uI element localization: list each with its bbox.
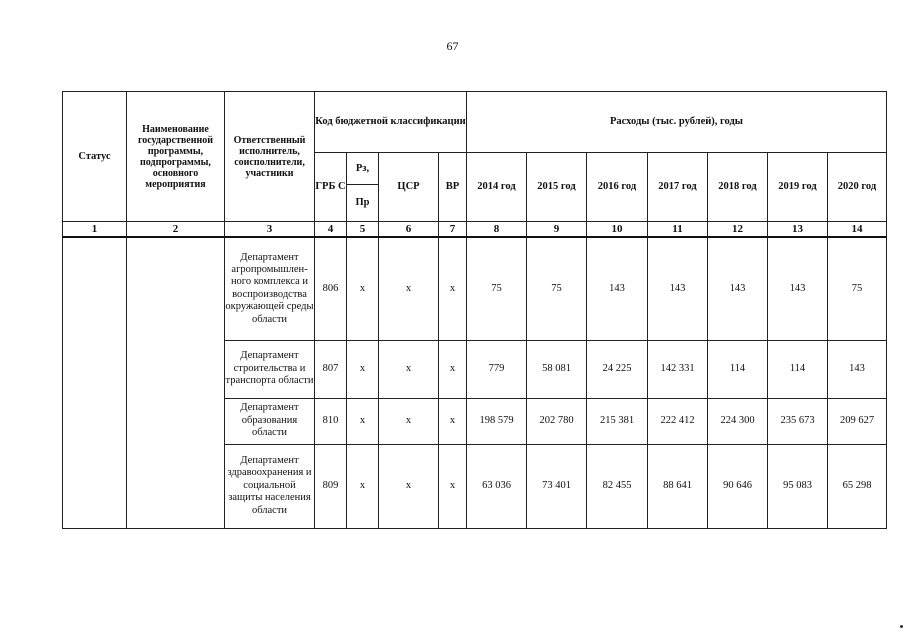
column-number: 5: [347, 222, 379, 238]
header-year-2014: 2014 год: [467, 153, 527, 222]
column-number: 3: [225, 222, 315, 238]
rzpr-cell: x: [347, 340, 379, 398]
column-number: 10: [587, 222, 648, 238]
value-cell-2017: 222 412: [648, 398, 708, 444]
grbs-cell: 810: [315, 398, 347, 444]
csr-cell: x: [379, 444, 439, 528]
value-cell-2020: 209 627: [828, 398, 887, 444]
scan-speck: [900, 625, 903, 628]
value-cell-2017: 88 641: [648, 444, 708, 528]
grbs-cell: 809: [315, 444, 347, 528]
value-cell-2018: 224 300: [708, 398, 768, 444]
table-row: [63, 237, 887, 340]
budget-table: [62, 91, 887, 529]
value-cell-2019: 114: [768, 340, 828, 398]
column-number: 6: [379, 222, 439, 238]
header-year-2020: 2020 год: [828, 153, 887, 222]
page-number: 67: [446, 39, 459, 53]
header-expenses: Расходы (тыс. рублей), годы: [467, 92, 887, 153]
value-cell-2019: 95 083: [768, 444, 828, 528]
value-cell-2014: 63 036: [467, 444, 527, 528]
header-vr: ВР: [439, 153, 467, 222]
column-number: 14: [828, 222, 887, 238]
column-number: 7: [439, 222, 467, 238]
value-cell-2016: 143: [587, 237, 648, 340]
value-cell-2019: 143: [768, 237, 828, 340]
status-cell: [63, 237, 127, 528]
value-cell-2016: 215 381: [587, 398, 648, 444]
value-cell-2018: 143: [708, 237, 768, 340]
vr-cell: x: [439, 237, 467, 340]
rzpr-cell: x: [347, 237, 379, 340]
column-number: 9: [527, 222, 587, 238]
csr-cell: x: [379, 398, 439, 444]
header-budget-code: Код бюджетной классификации: [315, 92, 467, 153]
header-csr: ЦСР: [379, 153, 439, 222]
rzpr-cell: x: [347, 444, 379, 528]
header-row-top: [63, 92, 887, 153]
header-year-2017: 2017 год: [648, 153, 708, 222]
vr-cell: x: [439, 398, 467, 444]
value-cell-2015: 73 401: [527, 444, 587, 528]
header-rz: Рз,: [347, 153, 379, 185]
value-cell-2020: 75: [828, 237, 887, 340]
header-year-2019: 2019 год: [768, 153, 828, 222]
executor-cell: Департамент образования области: [225, 398, 315, 444]
executor-cell: Департамент здравоохранения и социальной защиты населения области: [225, 444, 315, 528]
header-executor: Ответственный исполнитель, соисполнители, участники: [225, 92, 315, 222]
header-year-2015: 2015 год: [527, 153, 587, 222]
value-cell-2019: 235 673: [768, 398, 828, 444]
executor-cell: Департамент строительства и транспорта области: [225, 340, 315, 398]
header-year-2016: 2016 год: [587, 153, 648, 222]
value-cell-2018: 114: [708, 340, 768, 398]
column-number: 12: [708, 222, 768, 238]
grbs-cell: 807: [315, 340, 347, 398]
column-number: 13: [768, 222, 828, 238]
header-pr: Пр: [347, 185, 379, 222]
csr-cell: x: [379, 237, 439, 340]
value-cell-2014: 779: [467, 340, 527, 398]
rzpr-cell: x: [347, 398, 379, 444]
value-cell-2018: 90 646: [708, 444, 768, 528]
vr-cell: x: [439, 444, 467, 528]
value-cell-2016: 24 225: [587, 340, 648, 398]
executor-cell: Департамент агропромышлен-ного комплекса и воспроизводства окружающей среды области: [225, 237, 315, 340]
grbs-cell: 806: [315, 237, 347, 340]
value-cell-2017: 143: [648, 237, 708, 340]
header-year-2018: 2018 год: [708, 153, 768, 222]
vr-cell: x: [439, 340, 467, 398]
column-number: 4: [315, 222, 347, 238]
column-number: 8: [467, 222, 527, 238]
value-cell-2015: 202 780: [527, 398, 587, 444]
column-number: 11: [648, 222, 708, 238]
csr-cell: x: [379, 340, 439, 398]
header-status: Статус: [63, 92, 127, 222]
value-cell-2020: 65 298: [828, 444, 887, 528]
value-cell-2016: 82 455: [587, 444, 648, 528]
program-name-cell: [127, 237, 225, 528]
column-number: 1: [63, 222, 127, 238]
column-number: 2: [127, 222, 225, 238]
value-cell-2017: 142 331: [648, 340, 708, 398]
header-program-name: Наименование государственной программы, подпрограммы, основного мероприятия: [127, 92, 225, 222]
value-cell-2014: 198 579: [467, 398, 527, 444]
value-cell-2014: 75: [467, 237, 527, 340]
column-number-row: [63, 222, 887, 238]
value-cell-2020: 143: [828, 340, 887, 398]
header-grbs: ГРБ С: [315, 153, 347, 222]
value-cell-2015: 58 081: [527, 340, 587, 398]
value-cell-2015: 75: [527, 237, 587, 340]
